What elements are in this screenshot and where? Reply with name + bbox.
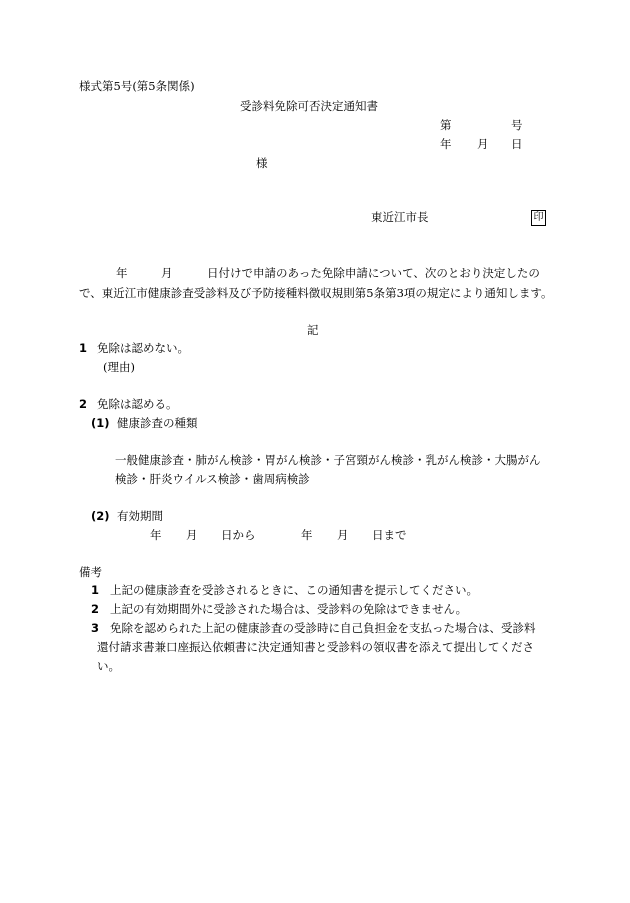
remark-3-line-2: 還付請求書兼口座振込依頼書に決定通知書と受診料の領収書を添えて提出してくださ — [97, 640, 534, 654]
intro-month: 月 — [161, 266, 173, 280]
remark-2-text: 上記の有効期間外に受診された場合は、受診料の免除はできません。 — [110, 602, 468, 616]
remark-3-line-1: 免除を認められた上記の健康診査の受診時に自己負担金を支払った場合は、受診料 — [110, 621, 536, 635]
period-from-year: 年 — [150, 528, 162, 542]
doc-number-suffix: 号 — [511, 118, 523, 132]
period-to-year: 年 — [301, 528, 313, 542]
period-to-day: 日まで — [372, 528, 407, 542]
remark-1-text: 上記の健康診査を受診されるときに、この通知書を提示してください。 — [110, 583, 478, 597]
doc-number-prefix: 第 — [440, 118, 452, 132]
date-day: 日 — [511, 137, 523, 151]
intro-year: 年 — [116, 266, 128, 280]
form-number: 様式第5号(第5条関係) — [79, 79, 195, 93]
item-2-text: 免除は認める。 — [97, 397, 178, 411]
remark-2-number: 2 — [91, 602, 100, 616]
exam-types-line-2: 検診・肝炎ウイルス検診・歯周病検診 — [115, 472, 310, 486]
intro-line-2: で、東近江市健康診査受診料及び予防接種料徴収規則第5条第3項の規定により通知します。 — [79, 286, 553, 300]
remark-3-number: 3 — [91, 621, 100, 635]
ki-heading: 記 — [307, 323, 319, 337]
date-month: 月 — [477, 137, 489, 151]
issuer-name: 東近江市長 — [371, 210, 429, 224]
item-2-number: 2 — [79, 397, 88, 411]
item-2-2-number: (2) — [91, 509, 110, 523]
item-1-text: 免除は認めない。 — [97, 341, 189, 355]
remarks-title: 備考 — [79, 565, 102, 579]
item-2-2-label: 有効期間 — [117, 509, 163, 523]
item-2-1-number: (1) — [91, 416, 110, 430]
period-from-month: 月 — [186, 528, 198, 542]
item-1-number: 1 — [79, 341, 88, 355]
period-from-day: 日から — [221, 528, 256, 542]
seal-mark: 印 — [531, 210, 546, 226]
item-2-1-label: 健康診査の種類 — [117, 416, 198, 430]
document-title: 受診料免除可否決定通知書 — [240, 99, 378, 113]
item-1-reason: (理由) — [103, 360, 135, 374]
intro-line-1: 日付けで申請のあった免除申請について、次のとおり決定したの — [207, 266, 540, 280]
remark-1-number: 1 — [91, 583, 100, 597]
period-to-month: 月 — [337, 528, 349, 542]
remark-3-line-3: い。 — [97, 659, 120, 673]
addressee-suffix: 様 — [256, 156, 268, 170]
exam-types-line-1: 一般健康診査・肺がん検診・胃がん検診・子宮頸がん検診・乳がん検診・大腸がん — [115, 453, 541, 467]
date-year: 年 — [440, 137, 452, 151]
